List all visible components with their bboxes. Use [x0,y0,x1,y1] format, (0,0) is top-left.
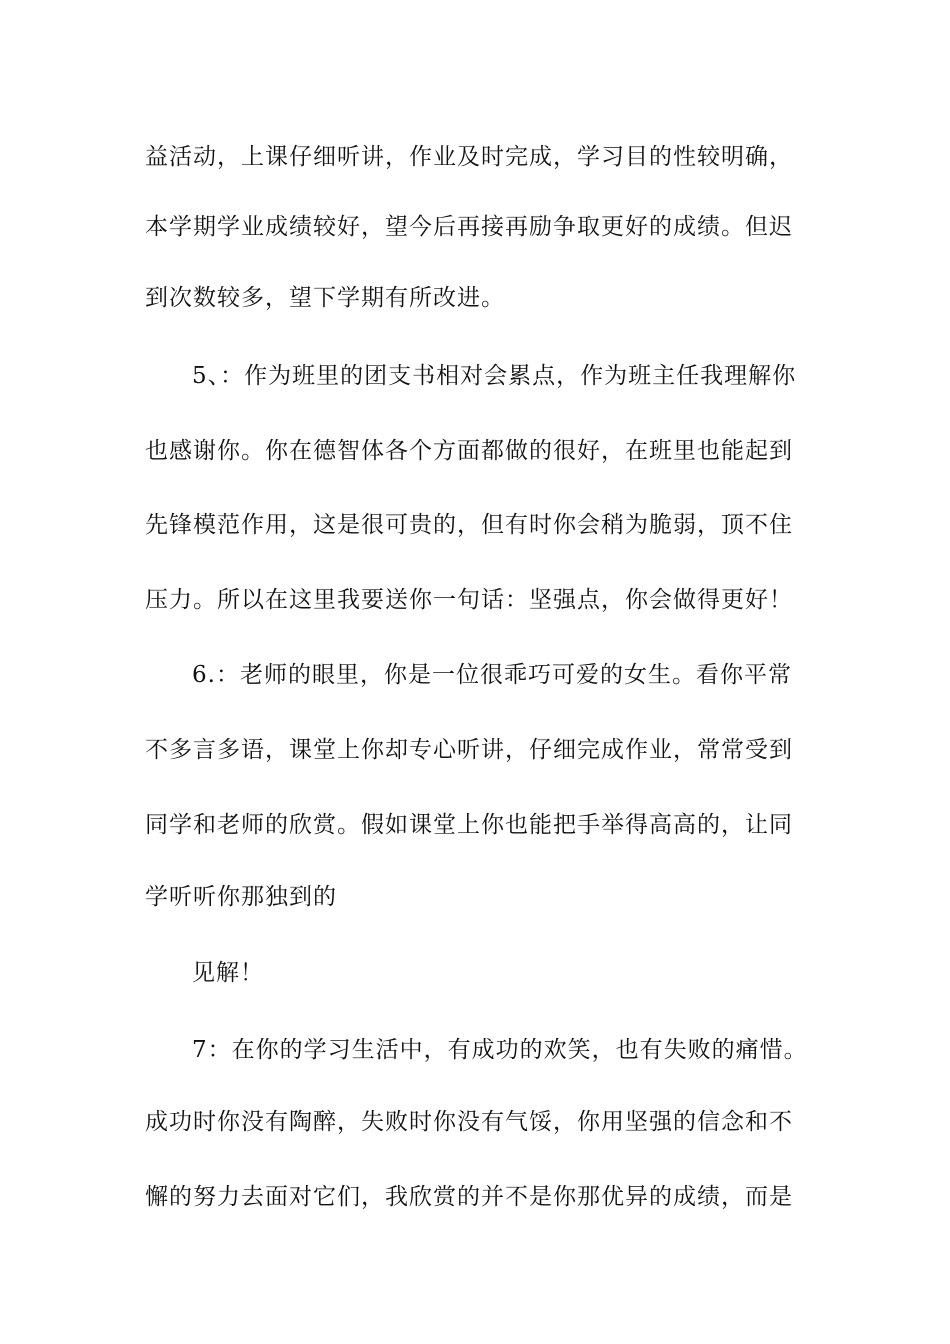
paragraph-5-start: 5、：作为班里的团支书相对会累点，作为班主任我理解你 [192,363,797,389]
text-line-6: 先锋模范作用，这是很可贵的，但有时你会稍为脆弱，顶不住 [145,512,793,538]
text-line-9: 不多言多语，课堂上你却专心听讲，仔细完成作业，常常受到 [145,737,793,763]
text-line-12: 见解！ [192,960,264,986]
paragraph-7-start: 7：在你的学习生活中，有成功的欢笑，也有失败的痛惜。 [192,1037,808,1063]
text-line-14: 成功时你没有陶醉，失败时你没有气馁，你用坚强的信念和不 [145,1109,793,1135]
text-line-10: 同学和老师的欣赏。假如课堂上你也能把手举得高高的，让同 [145,812,793,838]
text-line-11: 学听听你那独到的 [145,884,337,910]
text-line-3: 到次数较多，望下学期有所改进。 [145,285,505,311]
text-line-15: 懈的努力去面对它们，我欣赏的并不是你那优异的成绩，而是 [145,1184,793,1210]
text-line-1: 益活动，上课仔细听讲，作业及时完成，学习目的性较明确， [145,144,793,170]
paragraph-6-start: 6.：老师的眼里，你是一位很乖巧可爱的女生。看你平常 [192,662,792,688]
text-line-5: 也感谢你。你在德智体各个方面都做的很好，在班里也能起到 [145,438,793,464]
text-line-2: 本学期学业成绩较好，望今后再接再励争取更好的成绩。但迟 [145,214,793,240]
text-line-7: 压力。所以在这里我要送你一句话：坚强点，你会做得更好！ [145,587,793,613]
